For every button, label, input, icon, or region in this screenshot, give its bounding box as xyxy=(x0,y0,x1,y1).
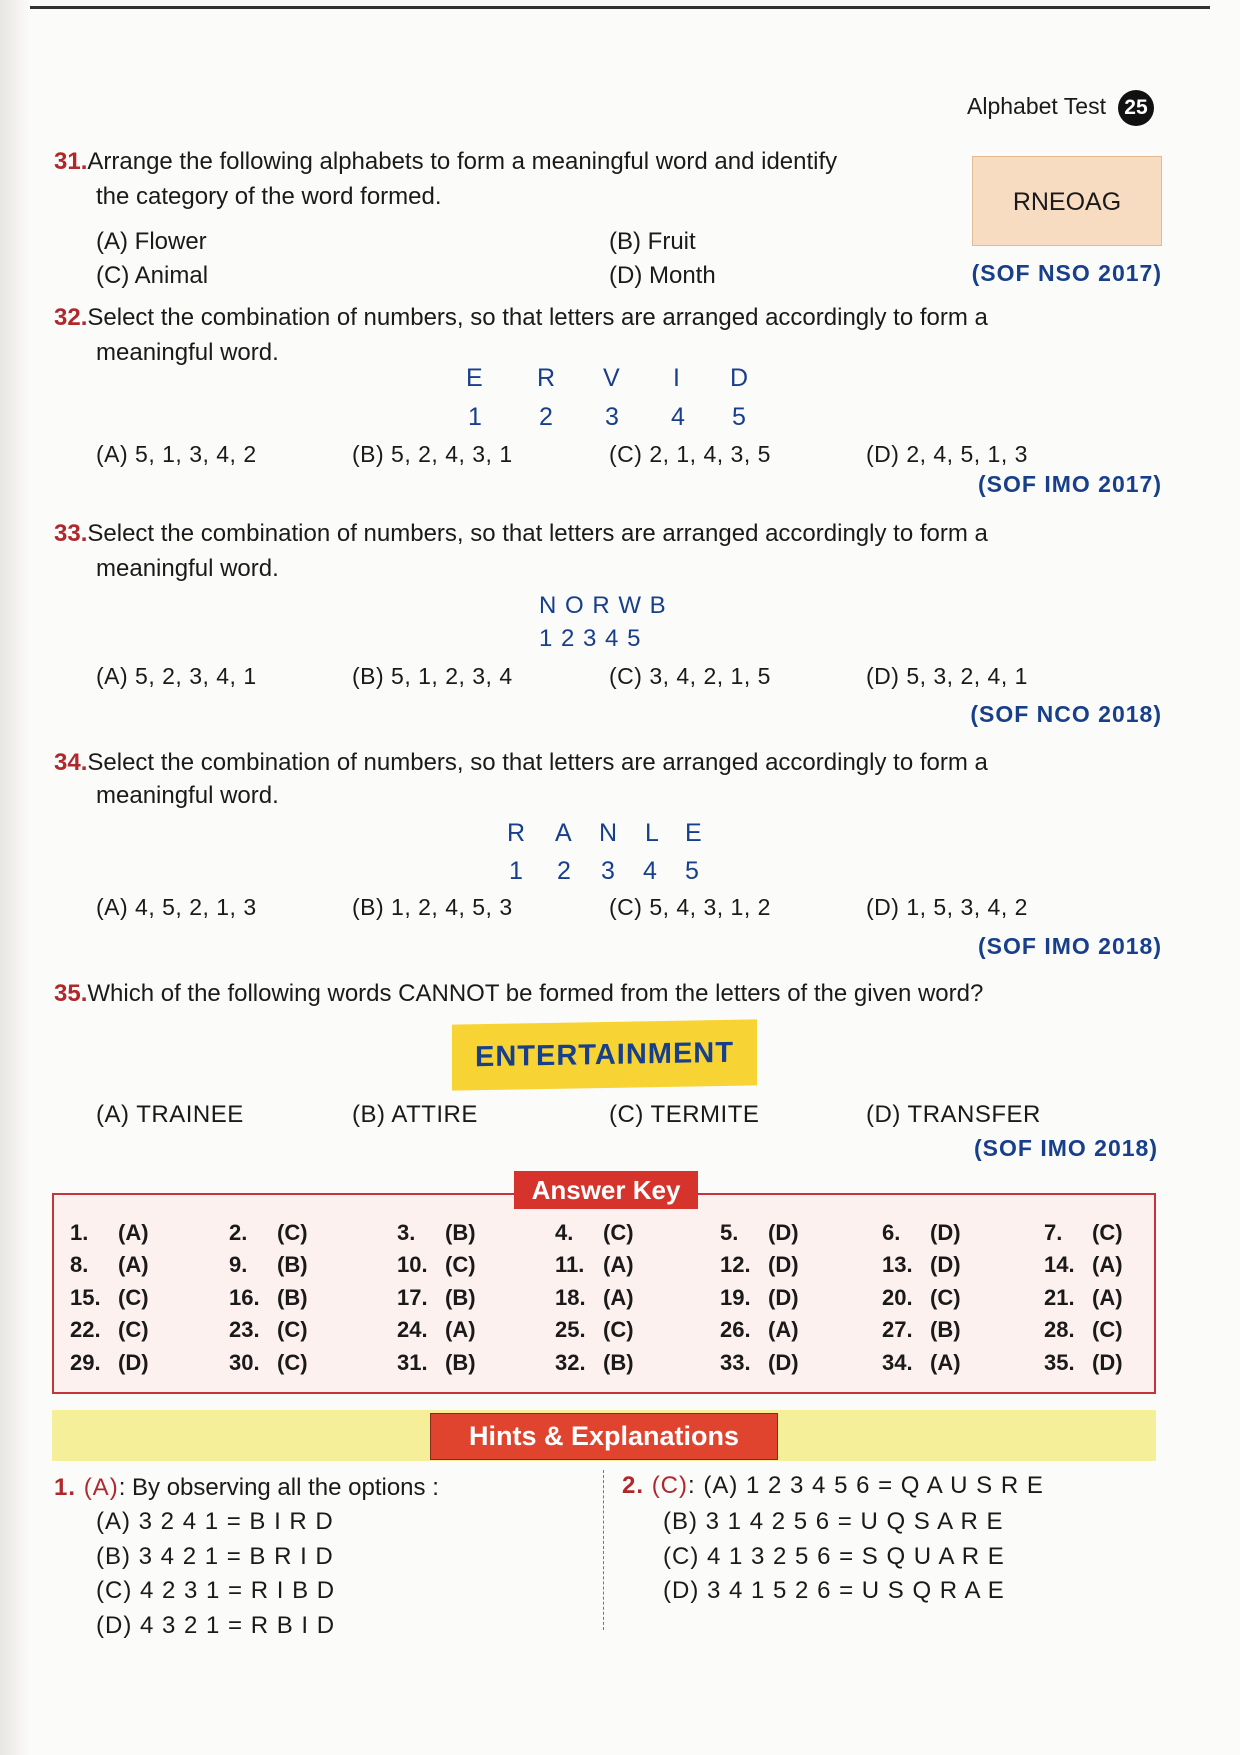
answer-choice: (A) xyxy=(768,1317,799,1342)
answer-key-item xyxy=(1044,1285,1123,1311)
hint-line: (C) 4 1 3 2 5 6 = S Q U A R E xyxy=(663,1543,1005,1570)
letter: E xyxy=(685,819,703,847)
answer-key-item xyxy=(882,1285,961,1311)
given-word-highlight: ENTERTAINMENT xyxy=(452,1019,757,1090)
question-text: Select the combination of numbers, so that letters are arranged accordingly to form a xyxy=(87,749,988,776)
answer-key-item xyxy=(70,1285,149,1311)
option: (A) 5, 1, 3, 4, 2 xyxy=(96,441,257,467)
answer-question-number: 31. xyxy=(397,1350,428,1375)
answer-choice: (C) xyxy=(603,1317,634,1342)
answer-key-item xyxy=(720,1220,799,1246)
answer-question-number: 4. xyxy=(555,1220,574,1245)
answer-choice: (C) xyxy=(277,1317,308,1342)
answer-question-number: 5. xyxy=(720,1220,739,1245)
answer-choice: (C) xyxy=(277,1350,308,1375)
answer-choice: (C) xyxy=(445,1252,476,1277)
hint-line: (D) 4 3 2 1 = R B I D xyxy=(96,1612,336,1639)
answer-question-number: 7. xyxy=(1044,1220,1063,1245)
answer-question-number: 20. xyxy=(882,1285,913,1310)
question-text: the category of the word formed. xyxy=(96,183,442,210)
number: 3 xyxy=(605,403,620,431)
option: (D) 5, 3, 2, 4, 1 xyxy=(866,663,1028,689)
answer-question-number: 9. xyxy=(229,1252,248,1277)
option: (A) Flower xyxy=(96,228,207,255)
answer-choice: (D) xyxy=(768,1220,799,1245)
number: 5 xyxy=(732,403,747,431)
option: (D) Month xyxy=(609,262,716,289)
answer-question-number: 14. xyxy=(1044,1252,1075,1277)
answer-key-item xyxy=(720,1317,799,1343)
answer-key-item xyxy=(70,1317,149,1343)
answer-key-item xyxy=(882,1252,961,1278)
answer-question-number: 11. xyxy=(555,1252,585,1277)
option: (C) Animal xyxy=(96,262,209,289)
hint-line: (A) 3 2 4 1 = B I R D xyxy=(96,1508,334,1535)
number: 2 xyxy=(539,403,554,431)
question-text: meaningful word. xyxy=(96,555,279,582)
answer-key-item xyxy=(70,1350,149,1376)
answer-question-number: 23. xyxy=(229,1317,260,1342)
source-label: (SOF IMO 2018) xyxy=(978,933,1162,959)
answer-key-item xyxy=(397,1317,476,1343)
number: 3 xyxy=(601,857,616,885)
answer-question-number: 19. xyxy=(720,1285,751,1310)
answer-key-item xyxy=(70,1252,149,1278)
answer-question-number: 25. xyxy=(555,1317,586,1342)
answer-key-item xyxy=(229,1350,308,1376)
hint-line: (C) 4 2 3 1 = R I B D xyxy=(96,1577,336,1604)
option: (A) TRAINEE xyxy=(96,1101,244,1128)
source-label: (SOF IMO 2018) xyxy=(974,1135,1158,1161)
answer-question-number: 17. xyxy=(397,1285,428,1310)
letter: L xyxy=(645,819,660,847)
answer-choice: (A) xyxy=(445,1317,476,1342)
answer-question-number: 35. xyxy=(1044,1350,1075,1375)
number: 2 xyxy=(557,857,572,885)
answer-question-number: 32. xyxy=(555,1350,586,1375)
answer-key-item xyxy=(882,1220,961,1246)
question-text: Arrange the following alphabets to form a meaningful word and identify xyxy=(87,148,838,175)
answer-question-number: 24. xyxy=(397,1317,428,1342)
answer-choice: (B) xyxy=(277,1252,308,1277)
page-header xyxy=(967,90,1154,126)
answer-choice: (A) xyxy=(1092,1285,1123,1310)
answer-choice: (C) xyxy=(1092,1317,1123,1342)
answer-choice: (D) xyxy=(118,1350,149,1375)
hint-number: 1. xyxy=(54,1474,77,1501)
option: (B) ATTIRE xyxy=(352,1101,478,1128)
answer-key-item xyxy=(555,1220,634,1246)
hints-title: Hints & Explanations xyxy=(430,1413,778,1460)
answer-question-number: 22. xyxy=(70,1317,101,1342)
answer-question-number: 13. xyxy=(882,1252,913,1277)
hint-line: (D) 3 4 1 5 2 6 = U S Q R A E xyxy=(663,1577,1005,1604)
answer-choice: (C) xyxy=(118,1317,149,1342)
answer-question-number: 33. xyxy=(720,1350,751,1375)
letter: I xyxy=(673,364,681,392)
answer-key-item xyxy=(1044,1317,1123,1343)
hint-intro: : By observing all the options : xyxy=(118,1474,439,1501)
answer-question-number: 2. xyxy=(229,1220,248,1245)
answer-question-number: 21. xyxy=(1044,1285,1075,1310)
option: (C) 3, 4, 2, 1, 5 xyxy=(609,663,771,689)
question-number: 32. xyxy=(54,304,88,331)
answer-key-item xyxy=(229,1220,308,1246)
letter: N xyxy=(599,819,619,847)
answer-key-item xyxy=(720,1252,799,1278)
answer-choice: (A) xyxy=(1092,1252,1123,1277)
answer-key-item xyxy=(397,1220,476,1246)
page-edge-shadow xyxy=(0,0,30,1755)
answer-question-number: 1. xyxy=(70,1220,89,1245)
given-word-box: RNEOAG xyxy=(972,156,1162,246)
option: (C) 5, 4, 3, 1, 2 xyxy=(609,894,771,920)
number: 1 xyxy=(509,857,524,885)
answer-question-number: 12. xyxy=(720,1252,751,1277)
answer-choice: (B) xyxy=(445,1220,476,1245)
question-number: 35. xyxy=(54,980,88,1007)
answer-choice: (B) xyxy=(930,1317,961,1342)
question-number: 31. xyxy=(54,148,88,175)
answer-question-number: 6. xyxy=(882,1220,901,1245)
answer-key-item xyxy=(555,1350,634,1376)
answer-question-number: 26. xyxy=(720,1317,751,1342)
answer-question-number: 34. xyxy=(882,1350,913,1375)
source-label: (SOF IMO 2017) xyxy=(978,471,1162,497)
answer-choice: (A) xyxy=(930,1350,961,1375)
number: 4 xyxy=(643,857,658,885)
option: (B) Fruit xyxy=(609,228,696,255)
letter: A xyxy=(555,819,573,847)
answer-key-item xyxy=(229,1285,308,1311)
letter: D xyxy=(730,364,750,392)
option: (D) 1, 5, 3, 4, 2 xyxy=(866,894,1028,920)
option: (D) 2, 4, 5, 1, 3 xyxy=(866,441,1028,467)
question-number: 34. xyxy=(54,749,88,776)
answer-choice: (B) xyxy=(445,1350,476,1375)
answer-question-number: 3. xyxy=(397,1220,416,1245)
letter: E xyxy=(466,364,484,392)
answer-key-item xyxy=(555,1285,634,1311)
answer-choice: (D) xyxy=(930,1220,961,1245)
answer-key-item xyxy=(555,1317,634,1343)
answer-question-number: 27. xyxy=(882,1317,913,1342)
answer-key-item xyxy=(555,1252,634,1278)
question-31 xyxy=(54,148,837,176)
answer-question-number: 10. xyxy=(397,1252,428,1277)
question-32 xyxy=(54,304,988,332)
letter-numbers: 1 2 3 4 5 xyxy=(539,625,642,652)
answer-key-item xyxy=(397,1285,476,1311)
question-34 xyxy=(54,749,988,777)
source-label: (SOF NCO 2018) xyxy=(970,701,1162,727)
option: (B) 1, 2, 4, 5, 3 xyxy=(352,894,513,920)
answer-choice: (C) xyxy=(1092,1220,1123,1245)
page-number: 25 xyxy=(1118,90,1154,126)
question-35 xyxy=(54,980,983,1008)
answer-choice: (A) xyxy=(118,1220,149,1245)
letter: R xyxy=(537,364,557,392)
question-text: Select the combination of numbers, so that letters are arranged accordingly to form a xyxy=(87,304,988,331)
answer-key-item xyxy=(1044,1350,1123,1376)
number: 1 xyxy=(468,403,483,431)
option: (B) 5, 1, 2, 3, 4 xyxy=(352,663,513,689)
answer-key-item xyxy=(397,1350,476,1376)
answer-question-number: 16. xyxy=(229,1285,260,1310)
hint-number: 2. xyxy=(622,1472,645,1499)
answer-key-item xyxy=(720,1350,799,1376)
answer-question-number: 30. xyxy=(229,1350,260,1375)
hint-2 xyxy=(622,1472,1044,1500)
answer-choice: (A) xyxy=(603,1285,634,1310)
question-number: 33. xyxy=(54,520,88,547)
answer-key-item xyxy=(720,1285,799,1311)
option: (C) TERMITE xyxy=(609,1101,760,1128)
column-divider xyxy=(603,1470,604,1630)
answer-choice: (C) xyxy=(930,1285,961,1310)
answer-choice: (D) xyxy=(768,1285,799,1310)
source-label: (SOF NSO 2017) xyxy=(971,260,1162,286)
hint-answer: (A) xyxy=(83,1474,119,1501)
answer-choice: (B) xyxy=(603,1350,634,1375)
answer-key-item xyxy=(1044,1252,1123,1278)
answer-question-number: 29. xyxy=(70,1350,101,1375)
answer-choice: (C) xyxy=(603,1220,634,1245)
answer-choice: (B) xyxy=(277,1285,308,1310)
number: 4 xyxy=(671,403,686,431)
answer-choice: (B) xyxy=(445,1285,476,1310)
answer-question-number: 15. xyxy=(70,1285,101,1310)
hint-1 xyxy=(54,1474,439,1502)
jumbled-letters: N O R W B xyxy=(539,592,667,619)
option: (D) TRANSFER xyxy=(866,1101,1041,1128)
question-33 xyxy=(54,520,988,548)
answer-question-number: 28. xyxy=(1044,1317,1075,1342)
answer-choice: (D) xyxy=(1092,1350,1123,1375)
option: (B) 5, 2, 4, 3, 1 xyxy=(352,441,513,467)
option: (A) 5, 2, 3, 4, 1 xyxy=(96,663,257,689)
answer-key-item xyxy=(882,1350,961,1376)
answer-choice: (A) xyxy=(118,1252,149,1277)
answer-key-item xyxy=(1044,1220,1123,1246)
answer-choice: (D) xyxy=(768,1350,799,1375)
answer-key-item xyxy=(882,1317,961,1343)
answer-choice: (D) xyxy=(930,1252,961,1277)
option: (C) 2, 1, 4, 3, 5 xyxy=(609,441,771,467)
answer-key-item xyxy=(70,1220,149,1246)
question-text: meaningful word. xyxy=(96,782,279,809)
answer-key-item xyxy=(229,1317,308,1343)
option: (A) 4, 5, 2, 1, 3 xyxy=(96,894,257,920)
number: 5 xyxy=(685,857,700,885)
answer-key-title: Answer Key xyxy=(514,1171,698,1209)
answer-choice: (A) xyxy=(603,1252,634,1277)
question-text: Which of the following words CANNOT be formed from the letters of the given word? xyxy=(87,980,984,1007)
chapter-title: Alphabet Test xyxy=(967,93,1106,119)
answer-key-item xyxy=(229,1252,308,1278)
letter: R xyxy=(507,819,527,847)
answer-question-number: 8. xyxy=(70,1252,89,1277)
answer-key-item xyxy=(397,1252,476,1278)
hint-intro: : (A) 1 2 3 4 5 6 = Q A U S R E xyxy=(688,1472,1044,1499)
hint-answer: (C) xyxy=(651,1472,689,1499)
answer-choice: (C) xyxy=(277,1220,308,1245)
answer-question-number: 18. xyxy=(555,1285,586,1310)
answer-choice: (D) xyxy=(768,1252,799,1277)
top-rule xyxy=(30,6,1210,9)
letter: V xyxy=(603,364,621,392)
answer-choice: (C) xyxy=(118,1285,149,1310)
hint-line: (B) 3 1 4 2 5 6 = U Q S A R E xyxy=(663,1508,1004,1535)
question-text: meaningful word. xyxy=(96,339,279,366)
hint-line: (B) 3 4 2 1 = B R I D xyxy=(96,1543,334,1570)
question-text: Select the combination of numbers, so that letters are arranged accordingly to form a xyxy=(87,520,988,547)
